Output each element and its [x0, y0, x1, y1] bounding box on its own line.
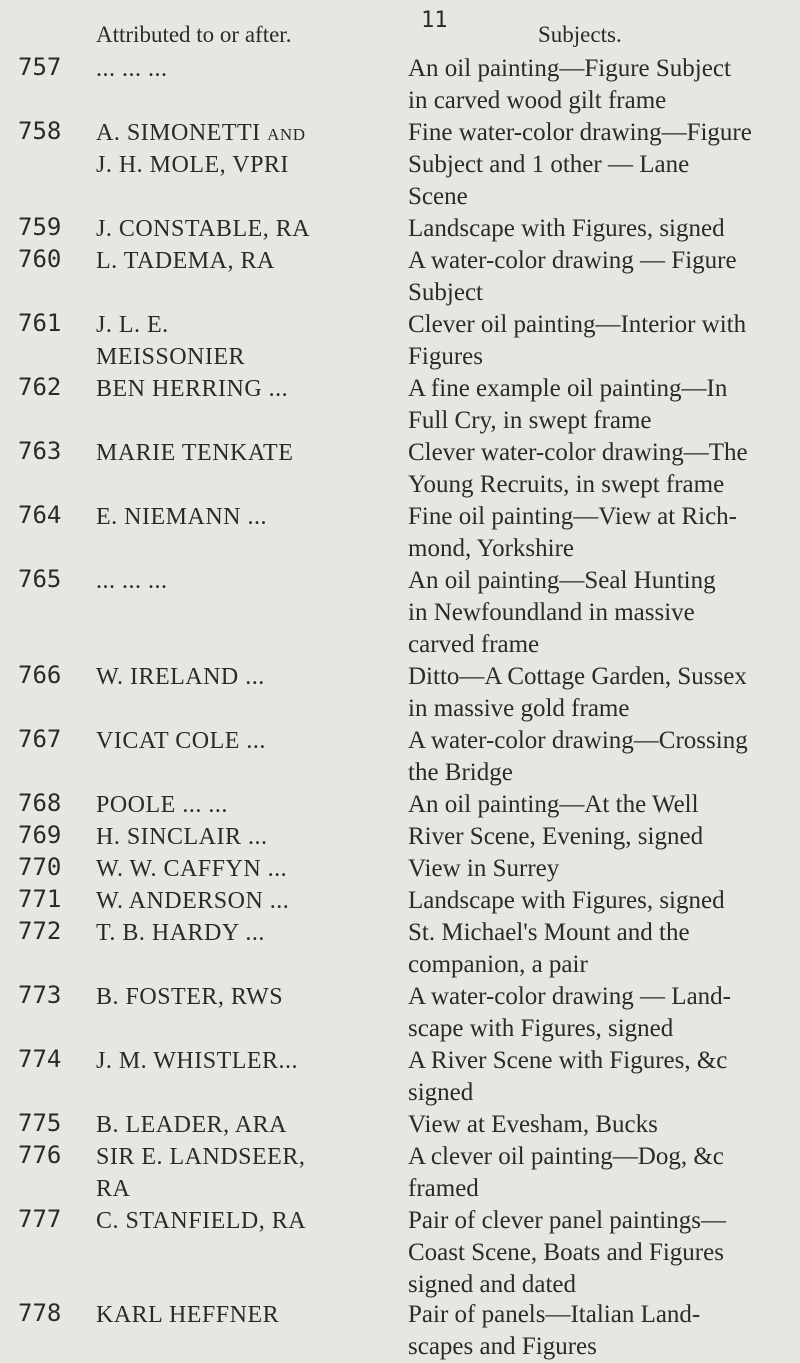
lot-subject: Fine oil painting—View at Rich- mond, Yorkshire — [408, 503, 738, 562]
lot-subject: A water-color drawing—Crossing the Bridge — [408, 727, 748, 786]
lot-subject: A River Scene with Figures, &c signed — [408, 1047, 728, 1106]
lot-number: 772 — [18, 917, 62, 945]
lot-artist: B. FOSTER, RWS — [96, 984, 284, 1010]
lot-subject: A fine example oil painting—In Full Cry, in swept frame — [408, 375, 728, 434]
lot-artist: E. NIEMANN ... — [96, 504, 267, 530]
lot-artist: BEN HERRING ... — [96, 376, 289, 402]
lot-artist: SIR E. LANDSEER, RA — [96, 1144, 306, 1202]
lot-artist: J. CONSTABLE, RA — [96, 216, 311, 242]
lot-artist: B. LEADER, ARA — [96, 1112, 288, 1138]
lot-artist: A. SIMONETTI and J. H. MOLE, VPRI — [96, 120, 306, 178]
lot-subject: An oil painting—Figure Subject in carved wood gilt frame — [408, 55, 731, 114]
lot-number: 773 — [18, 981, 62, 1009]
lot-subject: Clever oil painting—Interior with Figures — [408, 311, 747, 370]
lot-artist: W. IRELAND ... — [96, 664, 265, 690]
lot-number: 778 — [18, 1299, 62, 1327]
page-number: 11 — [421, 8, 448, 33]
lot-subject: A clever oil painting—Dog, &c framed — [408, 1143, 724, 1202]
lot-number: 760 — [18, 245, 62, 273]
lot-number: 775 — [18, 1109, 62, 1137]
lot-artist: C. STANFIELD, RA — [96, 1208, 307, 1234]
lot-number: 770 — [18, 853, 62, 881]
lot-artist: ... ... ... — [96, 568, 168, 594]
lot-number: 766 — [18, 661, 62, 689]
lot-subject: Pair of panels—Italian Land- scapes and Figures — [408, 1301, 701, 1360]
page-header — [0, 8, 800, 48]
lot-number: 769 — [18, 821, 62, 849]
lot-number: 763 — [18, 437, 62, 465]
lot-subject: Landscape with Figures, signed — [408, 887, 725, 914]
lot-subject: A water-color drawing — Land- scape with Figures, signed — [408, 983, 731, 1042]
lot-number: 771 — [18, 885, 62, 913]
lot-number: 758 — [18, 117, 62, 145]
lot-artist: L. TADEMA, RA — [96, 248, 275, 274]
lot-artist: VICAT COLE ... — [96, 728, 266, 754]
lot-number: 777 — [18, 1205, 62, 1233]
lot-number: 774 — [18, 1045, 62, 1073]
lot-artist: POOLE ... ... — [96, 792, 228, 818]
lot-subject: River Scene, Evening, signed — [408, 823, 704, 850]
lot-number: 767 — [18, 725, 62, 753]
lot-number: 765 — [18, 565, 62, 593]
lot-subject: View in Surrey — [408, 855, 560, 882]
lot-number: 764 — [18, 501, 62, 529]
lot-subject: An oil painting—At the Well — [408, 791, 699, 818]
lot-subject: Ditto—A Cottage Garden, Sussex in massive gold frame — [408, 663, 747, 722]
lot-subject: View at Evesham, Bucks — [408, 1111, 658, 1138]
lot-number: 776 — [18, 1141, 62, 1169]
lot-number: 762 — [18, 373, 62, 401]
lot-subject: Landscape with Figures, signed — [408, 215, 725, 242]
lot-artist: KARL HEFFNER — [96, 1302, 280, 1328]
lot-subject: An oil painting—Seal Hunting in Newfoundland in massive carved frame — [408, 567, 716, 658]
lot-artist: MARIE TENKATE — [96, 440, 294, 466]
lot-number: 761 — [18, 309, 62, 337]
subjects-column-heading: Subjects. — [538, 22, 622, 47]
lot-number: 768 — [18, 789, 62, 817]
lot-subject: A water-color drawing — Figure Subject — [408, 247, 737, 306]
lot-artist: W. W. CAFFYN ... — [96, 856, 288, 882]
lot-artist: ... ... ... — [96, 56, 168, 82]
lot-subject: Clever water-color drawing—The Young Recruits, in swept frame — [408, 439, 748, 498]
lot-artist: H. SINCLAIR ... — [96, 824, 268, 850]
lot-artist: W. ANDERSON ... — [96, 888, 290, 914]
lot-number: 759 — [18, 213, 62, 241]
lot-subject: St. Michael's Mount and the companion, a pair — [408, 919, 690, 978]
lot-artist: J. L. E. MEISSONIER — [96, 312, 246, 370]
lot-artist: T. B. HARDY ... — [96, 920, 265, 946]
lot-number: 757 — [18, 53, 62, 81]
lot-subject: Fine water-color drawing—Figure Subject and 1 other — Lane Scene — [408, 119, 752, 210]
lot-subject: Pair of clever panel paintings— Coast Scene, Boats and Figures signed and dated — [408, 1207, 726, 1298]
lot-artist: J. M. WHISTLER... — [96, 1048, 299, 1074]
attributed-column-heading: Attributed to or after. — [96, 22, 292, 47]
